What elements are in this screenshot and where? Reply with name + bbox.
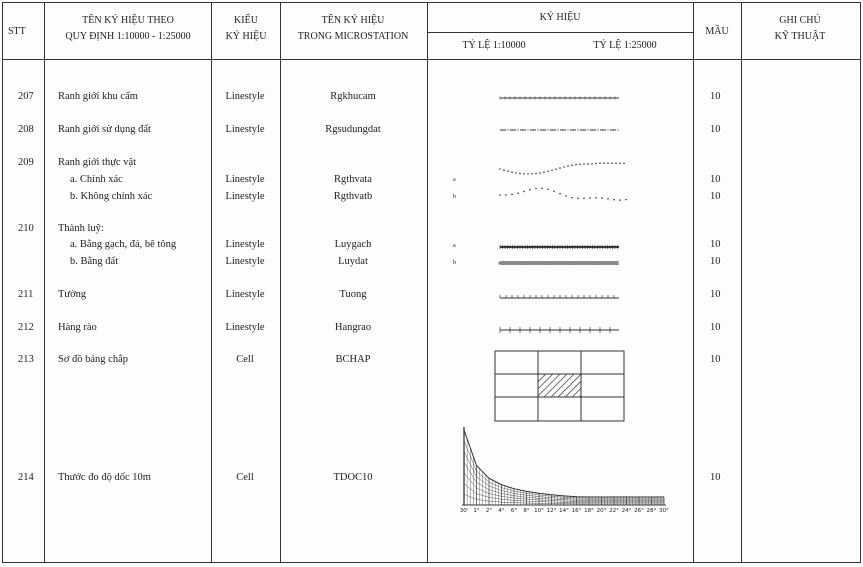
bead <box>541 262 544 265</box>
row-210a-type: Linestyle <box>225 239 265 250</box>
row-210a-ms: Luygach <box>334 239 372 250</box>
symbol-rgthvatb <box>499 187 627 200</box>
dot <box>595 163 597 165</box>
row-208-ms: Rgsudungdat <box>325 124 381 135</box>
header-scale-25000: TỶ LỆ 1:25000 <box>593 40 657 51</box>
header-note-line1: GHI CHÚ <box>779 15 821 26</box>
bead <box>607 262 610 265</box>
header-type-line1: KIỂU <box>234 15 258 26</box>
row-207-stt: 207 <box>18 91 34 102</box>
row-207-color: 10 <box>710 91 721 102</box>
bead <box>499 262 502 265</box>
row-209a-type: Linestyle <box>225 174 265 185</box>
dot <box>541 187 543 189</box>
dot <box>547 188 549 190</box>
ruler-tick-label: 26° <box>634 508 644 514</box>
dot <box>543 171 545 173</box>
row-214-name: Thước đo độ dốc 10m <box>58 472 151 483</box>
bead <box>508 262 511 265</box>
row-209b-ms: Rgthvatb <box>333 191 373 202</box>
bead <box>604 262 607 265</box>
row-210a-name: a. Bằng gạch, đá, bê tông <box>70 239 177 250</box>
bead <box>574 262 577 265</box>
dot <box>559 193 561 195</box>
row-208-color: 10 <box>710 124 721 135</box>
bead <box>586 262 589 265</box>
dot <box>607 198 609 200</box>
bead <box>610 262 613 265</box>
row-210a-color: 10 <box>710 239 721 250</box>
dot <box>607 129 608 130</box>
bead <box>556 262 559 265</box>
dot <box>575 164 577 166</box>
ruler-tick-label: 20° <box>596 508 607 514</box>
dot <box>531 173 533 175</box>
header-name-line2: QUY ĐỊNH 1:10000 - 1:25000 <box>65 31 191 42</box>
row-209a-ms: Rgthvata <box>334 174 372 185</box>
bead <box>520 262 523 265</box>
ruler-tick-label: 22° <box>609 508 619 514</box>
bead <box>601 262 604 265</box>
ruler-tick-label: 4° <box>498 508 505 514</box>
dot <box>583 163 585 165</box>
bead <box>505 262 508 265</box>
header-stt: STT <box>8 26 26 37</box>
dot <box>517 192 519 194</box>
row-211-stt: 211 <box>18 289 34 300</box>
dot <box>557 129 558 130</box>
bead <box>613 262 616 265</box>
dot <box>571 197 573 199</box>
row-209-name: Ranh giới thực vật <box>58 157 137 168</box>
row-209b-name: b. Không chính xác <box>70 191 153 202</box>
bead <box>523 262 526 265</box>
symbol-tuong <box>500 295 619 298</box>
bead <box>580 262 583 265</box>
bead <box>592 262 595 265</box>
row-213-stt: 213 <box>18 354 34 365</box>
bead <box>583 262 586 265</box>
header-scale-10000: TỶ LỆ 1:10000 <box>462 40 526 51</box>
row-214-type: Cell <box>236 472 254 483</box>
dot <box>535 188 537 190</box>
dot <box>511 194 513 196</box>
row-214-ms: TDOC10 <box>333 472 373 483</box>
ruler-tick-label: 14° <box>559 508 569 514</box>
dot <box>583 198 585 200</box>
bead <box>514 262 517 265</box>
bead <box>529 262 532 265</box>
ruler-tick-label: 16° <box>571 508 582 514</box>
row-210a-mark: a <box>453 243 456 249</box>
symbol-hangrao <box>500 327 619 333</box>
dot <box>591 163 593 165</box>
row-210b-ms: Luydat <box>338 256 368 267</box>
ruler-tick-label: 2° <box>485 508 493 514</box>
dot <box>613 199 615 201</box>
dot <box>563 166 565 168</box>
header-ms-line2: TRONG MICROSTATION <box>297 31 409 42</box>
bead <box>502 262 505 265</box>
row-214-stt: 214 <box>18 472 34 483</box>
bead <box>571 262 574 265</box>
row-212-ms: Hangrao <box>334 322 372 333</box>
dot <box>599 162 601 164</box>
dot <box>503 169 505 171</box>
header-name-line1: TÊN KÝ HIỆU THEO <box>82 15 174 26</box>
row-208-stt: 208 <box>18 124 34 135</box>
symbol-luydat <box>499 262 619 265</box>
dot <box>579 163 581 165</box>
dot <box>567 129 568 130</box>
row-213-ms: BCHAP <box>335 354 371 365</box>
bead <box>589 262 592 265</box>
row-207-ms: Rgkhucam <box>330 91 376 102</box>
dot <box>551 169 553 171</box>
dot <box>567 165 569 167</box>
row-209b-type: Linestyle <box>225 191 265 202</box>
dot <box>577 129 578 130</box>
row-212-type: Linestyle <box>225 322 265 333</box>
row-211-name: Tường <box>58 289 87 300</box>
dot <box>519 173 521 175</box>
header-color: MẦU <box>705 26 729 37</box>
ruler-tick-label: 30° <box>659 508 669 514</box>
header-note-line2: KỸ THUẬT <box>774 31 826 42</box>
row-209-stt: 209 <box>18 157 34 168</box>
bead <box>553 262 556 265</box>
dot <box>565 195 567 197</box>
dot <box>597 129 598 130</box>
bead <box>598 262 601 265</box>
dot <box>499 194 501 196</box>
dot <box>571 164 573 166</box>
dot <box>527 173 529 175</box>
dot <box>527 129 528 130</box>
dot <box>589 197 591 199</box>
row-209a-name: a. Chính xác <box>70 174 123 185</box>
header-ms-line1: TÊN KÝ HIỆU <box>321 15 385 26</box>
dot <box>555 168 557 170</box>
bead <box>577 262 580 265</box>
dot <box>559 167 561 169</box>
ruler-tick-label: 10° <box>534 508 544 514</box>
symbol-rgkhucam <box>500 97 619 100</box>
row-212-name: Hàng rào <box>58 322 97 333</box>
dot <box>523 173 525 175</box>
row-213-color: 10 <box>710 354 721 365</box>
dot <box>595 197 597 199</box>
symbol-bchap-grid <box>495 351 624 421</box>
bead <box>550 262 553 265</box>
bead <box>526 262 529 265</box>
dot <box>623 163 625 165</box>
dot <box>611 162 613 164</box>
row-210-stt: 210 <box>18 223 34 234</box>
row-210b-name: b. Bằng đất <box>70 256 119 267</box>
dot <box>625 199 627 201</box>
dot <box>577 198 579 200</box>
dot <box>499 168 501 170</box>
bead <box>559 262 562 265</box>
dot <box>553 190 555 192</box>
ruler-tick-label: 24° <box>621 508 632 514</box>
header-symbol: KÝ HIỆU <box>539 12 581 23</box>
dot <box>547 129 548 130</box>
dot <box>535 173 537 175</box>
bead <box>535 262 538 265</box>
dot <box>529 189 531 191</box>
dot <box>615 163 617 165</box>
row-214-color: 10 <box>710 472 721 483</box>
bead <box>562 262 565 265</box>
ruler-tick-label: 28° <box>646 508 657 514</box>
bead <box>517 262 520 265</box>
dot <box>607 162 609 164</box>
row-208-type: Linestyle <box>225 124 265 135</box>
ruler-horizontal <box>464 451 664 499</box>
dot <box>537 129 538 130</box>
bead <box>565 262 568 265</box>
symbol-rgsudungdat <box>500 129 619 130</box>
dot <box>587 163 589 165</box>
row-212-color: 10 <box>710 322 721 333</box>
dot <box>507 129 508 130</box>
ruler-horizontal <box>464 441 664 498</box>
dot <box>507 170 509 172</box>
slope-ruler-tick-labels <box>460 508 669 514</box>
row-210b-color: 10 <box>710 256 721 267</box>
row-210b-mark: b <box>453 260 456 266</box>
row-209b-mark: b <box>453 194 456 200</box>
row-210b-type: Linestyle <box>225 256 265 267</box>
ruler-tick-label: 18° <box>584 508 594 514</box>
header-type-line2: KÝ HIỆU <box>225 31 267 42</box>
symbol-luygach <box>500 245 619 249</box>
bead <box>511 262 514 265</box>
dot <box>517 129 518 130</box>
row-213-name: Sơ đồ bảng chắp <box>58 354 128 365</box>
bead <box>568 262 571 265</box>
dot <box>619 163 621 165</box>
ruler-tick-label: 12° <box>546 508 557 514</box>
bead <box>547 262 550 265</box>
row-213-type: Cell <box>236 354 254 365</box>
dot <box>523 191 525 193</box>
dot <box>587 129 588 130</box>
row-209a-mark: a <box>453 177 456 183</box>
bead <box>538 262 541 265</box>
row-207-type: Linestyle <box>225 91 265 102</box>
bead <box>616 262 619 265</box>
symbol-rgthvata <box>499 162 625 175</box>
dot <box>617 129 618 130</box>
dot <box>547 170 549 172</box>
ruler-curve <box>464 430 664 497</box>
dot <box>619 199 621 201</box>
row-211-color: 10 <box>710 289 721 300</box>
row-210-name: Thành luỹ: <box>58 223 104 234</box>
bead <box>595 262 598 265</box>
row-212-stt: 212 <box>18 322 34 333</box>
row-207-name: Ranh giới khu cấm <box>58 91 138 102</box>
dot <box>505 194 507 196</box>
row-209b-color: 10 <box>710 191 721 202</box>
ruler-tick-label: 6° <box>510 508 518 514</box>
row-209a-color: 10 <box>710 174 721 185</box>
row-211-type: Linestyle <box>225 289 265 300</box>
symbol-slope-ruler <box>462 427 666 505</box>
bead <box>532 262 535 265</box>
dot <box>603 162 605 164</box>
dot <box>539 172 541 174</box>
ruler-tick-label: 30' <box>459 508 469 514</box>
dot <box>515 172 517 174</box>
dot <box>601 197 603 199</box>
ruler-tick-label: 1° <box>473 508 480 514</box>
row-208-name: Ranh giới sử dụng đất <box>58 124 151 135</box>
row-211-ms: Tuong <box>339 289 367 300</box>
ruler-tick-label: 8° <box>523 508 530 514</box>
dot <box>511 171 513 173</box>
bead <box>544 262 547 265</box>
